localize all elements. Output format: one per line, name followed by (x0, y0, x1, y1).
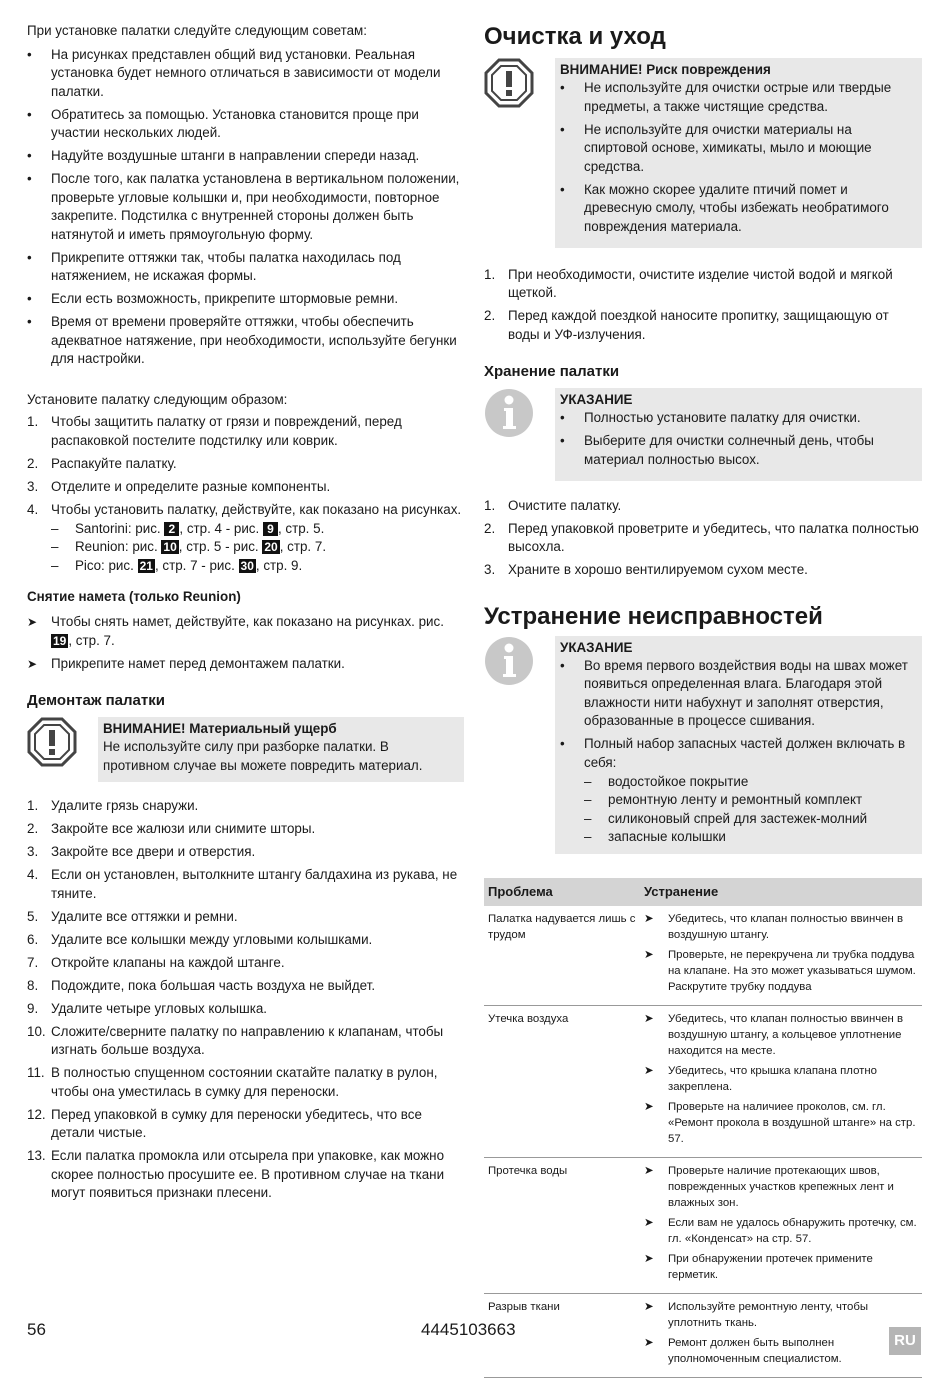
fix-item (644, 1299, 918, 1331)
dismantle-step (27, 1000, 464, 1019)
troubleshooting-title: Устранение неисправностей (484, 602, 823, 630)
arrow-icon: ➤ (644, 1012, 654, 1025)
dismantle-step (27, 1023, 464, 1060)
dismantle-step (27, 1106, 464, 1143)
step-text: Перед каждой поездкой наносите пропитку, защищающую от воды и УФ-излучения. (508, 308, 889, 342)
fix-text: Убедитесь, что клапан полностью ввинчен в воздушную штангу. (668, 912, 904, 941)
warning-item: • Не используйте для очистки острые или твердые предметы, а также чистящие средства. (560, 79, 916, 116)
storage-step (484, 561, 922, 580)
fix-text: Ремонт должен быть выполнен уполномоченным специалистом. (668, 1336, 842, 1365)
figure-ref-badge: 2 (164, 522, 179, 536)
dismantle-step (27, 797, 464, 816)
fix-item (644, 1215, 918, 1247)
fix-text: Проверьте, не перекручена ли трубка поддува на клапане. На это может указываться шумом. Раскрутите трубку поддува (668, 948, 916, 993)
arrow-icon: ➤ (27, 615, 38, 629)
dismantle-step (27, 843, 464, 862)
fix-cell (640, 906, 922, 1006)
fix-item (644, 1011, 918, 1059)
dismantle-step (27, 1064, 464, 1101)
storage-step (484, 520, 922, 557)
arrow-icon: ➤ (644, 1100, 654, 1113)
fix-text: Убедитесь, что крышка клапана плотно закреплена. (668, 1064, 878, 1093)
step-number: 4. (27, 501, 39, 517)
step-text: Удалите грязь снаружи. (51, 798, 199, 813)
fix-item (644, 1335, 918, 1367)
model-ref-item (51, 557, 464, 576)
table-header-row (484, 878, 922, 906)
step-number: 1. (484, 497, 496, 513)
step-text: Если он установлен, вытолкните штангу балдахина из рукава, не тяните. (51, 867, 458, 901)
fix-item (644, 911, 918, 943)
storage-note-heading: УКАЗАНИЕ (560, 392, 633, 407)
model-name: Pico: рис. (75, 557, 134, 573)
dismantle-steps (27, 797, 464, 1203)
page-ref: , стр. 5. (277, 520, 325, 536)
care-warning-heading: ВНИМАНИЕ! Риск повреждения (560, 62, 771, 77)
arrow-icon: ➤ (644, 948, 654, 961)
tip-item: • На рисунках представлен общий вид установки. Реальная установка будет немного отличаться в зависимости от модели палатки. (27, 46, 464, 102)
spare-part-item: – силиконовый спрей для застежек-молний (584, 810, 916, 829)
info-icon (484, 636, 540, 854)
table-row (484, 1293, 922, 1377)
setup-step (27, 478, 464, 497)
fix-text: Используйте ремонтную ленту, чтобы уплотнить ткань. (668, 1300, 869, 1329)
problem-cell: Палатка надувается лишь с трудом (484, 906, 640, 1006)
setup-steps (27, 413, 464, 519)
problem-cell: Протечка воды (484, 1157, 640, 1293)
fix-cell (640, 1157, 922, 1293)
dismantle-step (27, 954, 464, 973)
fix-item (644, 1063, 918, 1095)
fix-item (644, 947, 918, 995)
storage-note-list (560, 409, 916, 469)
dismantle-step (27, 1147, 464, 1203)
doc-number: 4445103663 (421, 1320, 516, 1339)
fix-text: Проверьте наличие протекающих швов, поврежденных участков крепежных лент и влажных зон. (668, 1164, 894, 1209)
step-number: 9. (27, 1000, 39, 1016)
arrow-icon: ➤ (27, 656, 38, 671)
step-text: Храните в хорошо вентилируемом сухом месте. (508, 562, 808, 577)
page-ref: , стр. 7. (279, 539, 327, 554)
fix-cell (640, 1293, 922, 1377)
step-text: Чтобы установить палатку, действуйте, как показано на рисунках. (51, 501, 462, 517)
step-number: 3. (484, 562, 496, 577)
troubleshooting-note (484, 636, 922, 854)
warning-item: • Как можно скорее удалите птичий помет и древесную смолу, чтобы избежать необратимого повреждения материала. (560, 181, 916, 237)
step-number: 2. (27, 455, 39, 471)
model-name: Reunion: рис. (75, 539, 158, 554)
care-title: Очистка и уход (484, 23, 666, 50)
fix-item (644, 1099, 918, 1147)
setup-step (27, 413, 464, 450)
step-number: 6. (27, 931, 39, 947)
arrow-icon: ➤ (644, 1216, 654, 1229)
dismantle-heading: Демонтаж палатки (27, 692, 165, 709)
fix-text: Если вам не удалось обнаружить протечку, см. гл. «Конденсат» на стр. 57. (668, 1216, 917, 1245)
tip-item: • Прикрепите оттяжки так, чтобы палатка находилась под натяжением, не искажая формы. (27, 249, 464, 286)
note-item: • Полный набор запасных частей должен включать в себя: (560, 735, 916, 772)
figure-ref-badge: 10 (163, 540, 177, 554)
awning-step (27, 613, 464, 650)
step-number: 1. (27, 798, 39, 813)
fix-text: Убедитесь, что клапан полностью ввинчен в воздушную штангу, а кольцевое уплотнение находится на месте. (668, 1012, 904, 1057)
awning-steps (27, 613, 464, 673)
problem-cell: Утечка воздуха (484, 1005, 640, 1157)
spare-parts-list (584, 773, 916, 847)
table-row (484, 1157, 922, 1293)
step-number: 10. (27, 1023, 46, 1039)
step-text: Закройте все жалюзи или снимите шторы. (51, 821, 316, 836)
storage-heading: Хранение палатки (484, 363, 620, 380)
awning-heading: Снятие намета (только Reunion) (27, 589, 241, 604)
setup-intro: Установите палатку следующим образом: (27, 391, 288, 407)
note-item: • Выберите для очистки солнечный день, чтобы материал полностью высох. (560, 432, 916, 469)
dismantle-step (27, 977, 464, 996)
page-ref: , стр. 9. (255, 557, 303, 573)
storage-steps (484, 497, 922, 580)
warning-icon (484, 58, 540, 248)
care-step (484, 266, 922, 303)
tip-item: • После того, как палатка установлена в вертикальном положении, проверьте угловые колышки и, при необходимости, повторное закрепите. Подстилка с внутренней стороны должен быть натянутой и иметь прямоугольную форму. (27, 170, 464, 244)
spare-part-item: – водостойкое покрытие (584, 773, 916, 792)
tips-intro: При установке палатки следуйте следующим советам: (27, 23, 367, 38)
arrow-icon: ➤ (644, 1252, 654, 1265)
step-text: Удалите все оттяжки и ремни. (51, 908, 238, 924)
dismantle-step (27, 908, 464, 927)
step-text: Сложите/сверните палатку по направлению к клапанам, чтобы изгнать больше воздуха. (51, 1023, 444, 1057)
step-number: 2. (484, 520, 496, 536)
care-warning (484, 58, 922, 248)
step-number: 3. (27, 844, 39, 859)
page-ref: , стр. 7 - рис. (154, 557, 235, 573)
fix-text: При обнаружении протечек примените герметик. (668, 1252, 873, 1281)
step-number: 12. (27, 1106, 46, 1122)
awning-step (27, 655, 464, 674)
arrow-icon: ➤ (644, 1164, 654, 1177)
step-text: При необходимости, очистите изделие чистой водой и мягкой щеткой. (508, 266, 893, 300)
arrow-icon: ➤ (644, 912, 654, 925)
figure-ref-badge: 21 (139, 558, 153, 573)
table-row (484, 1005, 922, 1157)
page-ref: , стр. 5 - рис. (178, 539, 259, 554)
tip-item: • Обратитесь за помощью. Установка становится проще при участии нескольких людей. (27, 106, 464, 143)
storage-step (484, 497, 922, 516)
troubleshooting-table (484, 878, 922, 1378)
step-number: 1. (484, 266, 496, 282)
dismantle-step (27, 931, 464, 950)
left-column (27, 22, 464, 1207)
storage-note (484, 388, 922, 481)
step-text: Распакуйте палатку. (51, 455, 177, 471)
figure-ref-badge: 9 (263, 522, 278, 536)
fix-item (644, 1251, 918, 1283)
right-column (484, 22, 922, 1378)
step-text: Удалите все колышки между угловыми колышками. (51, 931, 373, 947)
step-text: Прикрепите намет перед демонтажем палатки. (51, 655, 345, 671)
dismantle-step (27, 866, 464, 903)
arrow-icon: ➤ (644, 1064, 654, 1077)
step-text: В полностью спущенном состоянии скатайте палатку в рулон, чтобы она уместилась в сумку для переноски. (51, 1065, 438, 1099)
problem-cell: Разрыв ткани (484, 1293, 640, 1377)
step-number: 13. (27, 1148, 46, 1163)
step-number: 8. (27, 977, 39, 993)
warning-text: Не используйте силу при разборке палатки. В противном случае вы можете повредить материал. (103, 739, 423, 773)
step-text: Закройте все двери и отверстия. (51, 844, 256, 859)
warning-item: • Не используйте для очистки материалы на спиртовой основе, химикаты, мыло и моющие средства. (560, 121, 916, 177)
spare-part-item: – запасные колышки (584, 828, 916, 847)
dismantle-warning (27, 717, 464, 782)
model-figure-refs (51, 520, 464, 576)
col-problem: Проблема (484, 878, 640, 906)
fix-text: Проверьте на наличиее проколов, см. гл. «Ремонт прокола в воздушной штанге» на стр. 57. (668, 1100, 916, 1145)
note-item: • Во время первого воздействия воды на швах может появиться определенная влага. Благодаря этой влажности нити набухнут и заполнят отверстия, образованные в процессе сшивания. (560, 657, 916, 731)
step-number: 3. (27, 478, 39, 494)
fix-cell (640, 1005, 922, 1157)
warning-icon (27, 717, 83, 782)
troubleshooting-note-heading: УКАЗАНИЕ (560, 639, 633, 655)
page-ref: , стр. 4 - рис. (179, 520, 260, 536)
page-ref: , стр. 7. (68, 632, 115, 648)
step-text: Очистите палатку. (508, 497, 622, 513)
col-fix: Устранение (640, 878, 922, 906)
step-text: Перед упаковкой проветрите и убедитесь, что палатка полностью высохла. (508, 520, 919, 554)
care-warning-list (560, 79, 916, 236)
step-number: 1. (27, 414, 39, 429)
info-icon (484, 388, 540, 481)
note-item: • Полностью установите палатку для очистки. (560, 409, 916, 428)
step-text: Если палатка промокла или отсырела при упаковке, как можно скорее полностью просушите ее. В противном случае на ткани могут появиться признаки плесени. (51, 1148, 445, 1200)
step-number: 4. (27, 867, 39, 882)
arrow-icon: ➤ (644, 1300, 654, 1313)
step-number: 7. (27, 954, 39, 970)
figure-ref-badge: 19 (53, 633, 67, 648)
setup-step (27, 501, 464, 520)
warning-heading: ВНИМАНИЕ! Материальный ущерб (103, 721, 337, 736)
page-number: 56 (27, 1320, 46, 1339)
figure-ref-badge: 30 (240, 558, 254, 573)
step-text: Перед упаковкой в сумку для переноски убедитесь, что все детали чистые. (51, 1106, 422, 1140)
tips-list (27, 46, 464, 369)
model-ref-item (51, 538, 464, 557)
step-number: 2. (484, 308, 496, 323)
step-text: Чтобы снять намет, действуйте, как показано на рисунках. рис. (51, 614, 444, 629)
table-row (484, 906, 922, 1006)
step-number: 5. (27, 908, 39, 924)
setup-step (27, 455, 464, 474)
tip-item: • Время от времени проверяйте оттяжки, чтобы обеспечить адекватное натяжение, при необходимости, используйте бегунки для настройки. (27, 313, 464, 369)
care-step (484, 307, 922, 344)
model-ref-item (51, 520, 464, 539)
step-number: 2. (27, 821, 39, 836)
step-text: Подождите, пока большая часть воздуха не выйдет. (51, 977, 376, 993)
figure-ref-badge: 20 (264, 540, 278, 554)
step-text: Откройте клапаны на каждой штанге. (51, 954, 285, 970)
step-text: Удалите четыре угловых колышка. (51, 1000, 268, 1016)
language-badge: RU (889, 1327, 921, 1355)
dismantle-step (27, 820, 464, 839)
care-steps (484, 266, 922, 345)
arrow-icon: ➤ (644, 1336, 654, 1349)
tip-item: • Надуйте воздушные штанги в направлении спереди назад. (27, 147, 464, 166)
spare-part-item: – ремонтную ленту и ремонтный комплект (584, 791, 916, 810)
step-text: Чтобы защитить палатку от грязи и повреждений, перед распаковкой постелите подстилку или коврик. (51, 414, 402, 448)
fix-item (644, 1163, 918, 1211)
troubleshooting-note-list (560, 657, 916, 773)
tip-item: • Если есть возможность, прикрепите штормовые ремни. (27, 290, 464, 309)
step-number: 11. (27, 1065, 45, 1080)
model-name: Santorini: рис. (75, 520, 161, 536)
step-text: Отделите и определите разные компоненты. (51, 478, 331, 494)
